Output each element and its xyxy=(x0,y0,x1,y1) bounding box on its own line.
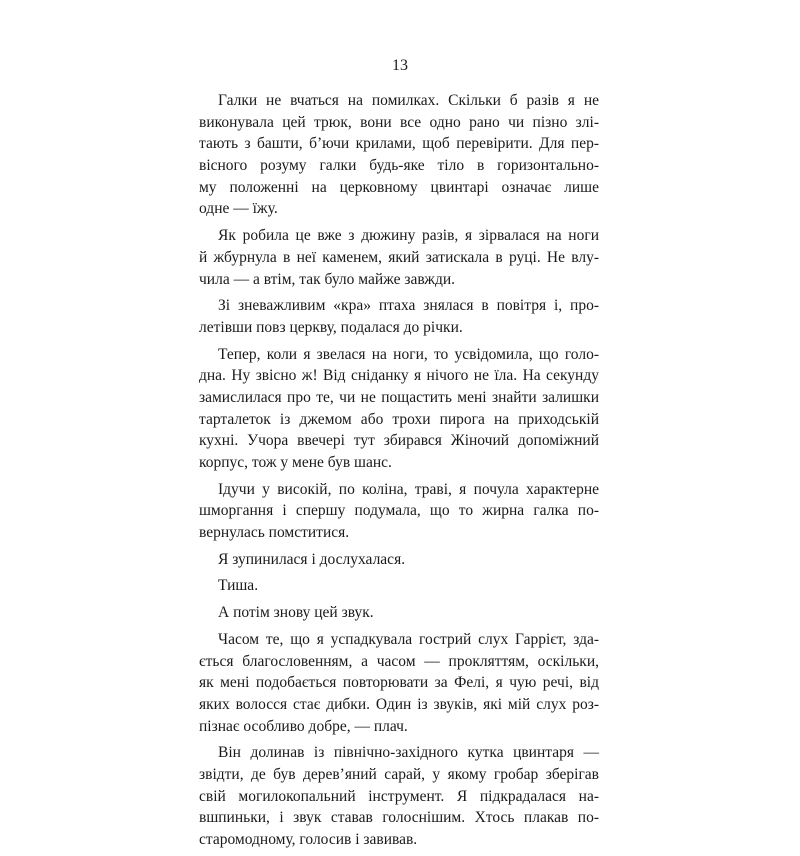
text-line: шморгання і спершу подумала, що то жирна галка по- xyxy=(199,502,599,520)
text-line: тають з башти, б’ючи крилами, щоб перевірити. Для пер- xyxy=(199,135,599,153)
text-line: вшпиньки, і звук ставав голоснішим. Хтось плакав по- xyxy=(199,809,599,827)
text-line: Він долинав із північно-західного кутка цвинтаря — xyxy=(218,744,599,762)
paragraph xyxy=(199,295,599,338)
text-line: корпус, тож у мене був шанс. xyxy=(199,454,392,471)
text-line: одне — їжу. xyxy=(199,200,278,218)
text-line: летівши повз церкву, подалася до річки. xyxy=(199,318,463,336)
paragraph xyxy=(199,479,599,544)
text-line: й жбурнула в неї каменем, який затискала в руці. Не влу- xyxy=(199,248,599,266)
paragraph xyxy=(199,602,599,624)
text-line: вісного розуму галки будь-яке тіло в горизонтально- xyxy=(199,157,599,175)
page-number: 13 xyxy=(392,57,408,74)
text-line: Як робила це вже з дюжину разів, я зірвалася на ноги xyxy=(218,227,599,245)
text-line: ється благословенням, а часом — прокляттям, оскільки, xyxy=(199,652,599,670)
text-line: Тепер, коли я звелася на ноги, то усвідомила, що голо- xyxy=(218,345,599,363)
body-text xyxy=(199,90,599,856)
text-line: Часом те, що я успадкувала гострий слух Гаррієт, зда- xyxy=(218,630,599,648)
paragraph xyxy=(199,575,599,597)
text-line: Тиша. xyxy=(218,577,259,595)
paragraph xyxy=(199,629,599,737)
text-line: яких волосся стає дибки. Один із звуків, які мій слух роз- xyxy=(199,695,599,713)
text-line: виконувала цей трюк, вони все одно рано чи пізно злі- xyxy=(199,113,599,131)
text-line: пізнає особливо добре, — плач. xyxy=(199,717,408,735)
text-line: як мені подобається повторювати за Фелі, я чую речі, від xyxy=(199,674,599,692)
paragraph xyxy=(199,90,599,220)
text-line: кухні. Учора ввечері тут збирався Жіночий допоміжний xyxy=(199,432,599,450)
text-line: Я зупинилася і дослухалася. xyxy=(218,550,406,568)
text-line: чила — а втім, так було майже завжди. xyxy=(199,270,456,288)
paragraph xyxy=(199,742,599,850)
text-line: дна. Ну звісно ж! Від сніданку я нічого не їла. На секунду xyxy=(199,367,599,385)
text-line: Ідучи у високій, по коліна, траві, я почула характерне xyxy=(218,480,599,498)
paragraph xyxy=(199,344,599,474)
text-line: му положенні на церковному цвинтарі означає лише xyxy=(199,178,599,196)
text-line: вернулась помститися. xyxy=(199,524,350,542)
text-line: старомодному, голосив і завивав. xyxy=(199,831,418,848)
paragraph xyxy=(199,225,599,290)
text-line: А потім знову цей звук. xyxy=(218,604,374,622)
text-line: Зі зневажливим «кра» птаха знялася в повітря і, про- xyxy=(218,297,599,315)
text-line: звідти, де був дерев’яний сарай, у якому гробар зберігав xyxy=(199,765,599,783)
text-line: Галки не вчаться на помилках. Скільки б разів я не xyxy=(218,92,599,109)
text-line: свій могилокопальний інструмент. Я підкрадалася на- xyxy=(199,787,599,805)
text-line: тарталеток із джемом або трохи пирога на приходській xyxy=(199,410,599,428)
paragraph xyxy=(199,549,599,571)
text-line: замислилася про те, чи не пощастить мені знайти залишки xyxy=(199,388,599,406)
